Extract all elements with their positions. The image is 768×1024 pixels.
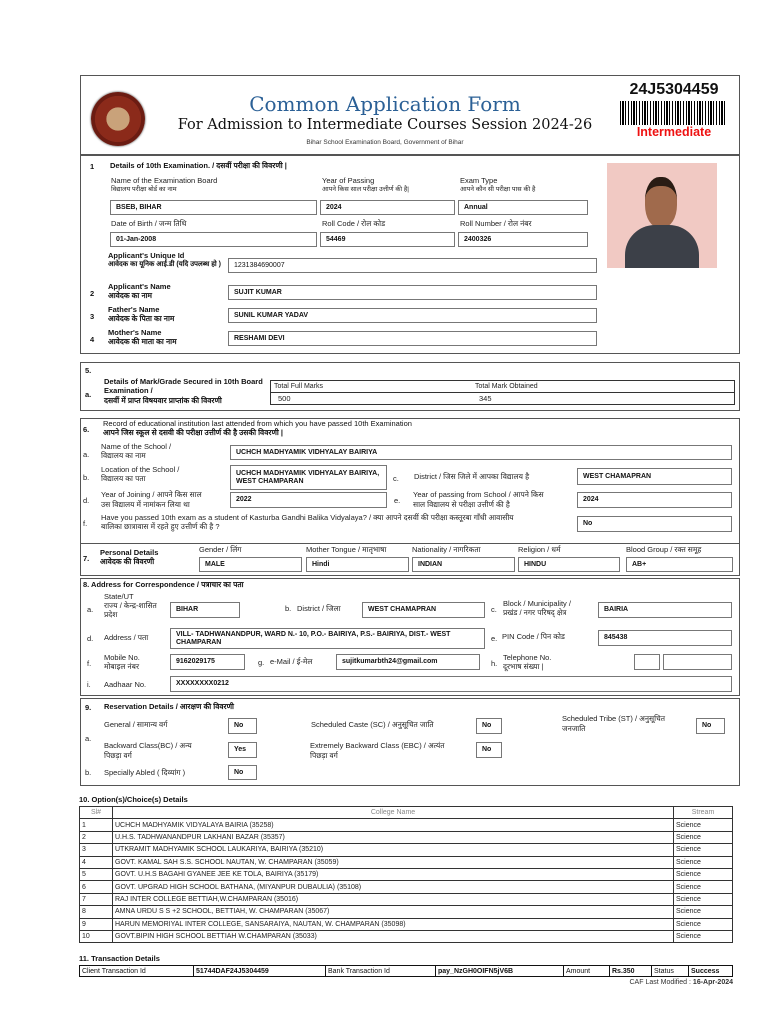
cell-sl: 1 [80,819,113,831]
section-heading: 10. Option(s)/Choice(s) Details [79,795,188,804]
roll-number-label: Roll Number / रोल नंबर [460,219,532,228]
mother-label-hi: आवेदक की माता का नाम [108,337,177,346]
application-number: 24J5304459 [629,81,719,98]
general-field[interactable]: No [228,718,257,734]
nationality-field[interactable]: INDIAN [412,557,515,572]
board-label-hi: विद्यालय परीक्षा बोर्ड का नाम [111,186,177,193]
options-table [79,806,733,943]
address-field[interactable]: VILL- TADHWANANDPUR, WARD N.- 10, P.O.- BAIRIYA, P.S.- BAIRIYA, DIST.- WEST CHAMPARAN [170,628,485,649]
ebc-label-2: पिछड़ा वर्ग [310,751,338,760]
exam-type-label-hi: आपने कौन सी परीक्षा पास की है [460,186,536,193]
board-name: Bihar School Examination Board, Government of Bihar [306,139,464,146]
column-header-stream: Stream [674,807,733,819]
religion-field[interactable]: HINDU [518,557,620,572]
year-passing-label: Year of passing from School / आपने किस [413,490,544,499]
item-letter: a. [85,734,92,743]
cell-stream: Science [674,930,733,942]
pin-code-label: PIN Code / पिन कोड [502,632,565,641]
bank-transaction-id: pay_NzGH0OIFN5jV6B [436,966,564,977]
school-location-label-hi: विद्यालय का पता [101,474,146,483]
school-district-field[interactable]: WEST CHAMAPRAN [577,468,732,485]
cell-sl: 8 [80,906,113,918]
section-heading: 8. Address for Correspondence / पत्राचार का पता [83,580,244,589]
year-joining-label: Year of Joining / आपने किस साल [101,490,202,499]
client-transaction-id: 51744DAF24J5304459 [194,966,326,977]
exam-type-field[interactable]: Annual [458,200,588,215]
amount-label: Amount [564,966,610,977]
blood-group-field[interactable]: AB+ [626,557,733,572]
father-label-hi: आवेदक के पिता का नाम [108,314,175,323]
year-field[interactable]: 2024 [320,200,455,215]
caf-date: 16-Apr-2024 [692,979,733,986]
full-marks-label: Total Full Marks [274,383,324,390]
pin-code-field[interactable]: 845438 [598,630,732,646]
section-number: 5. [85,366,92,375]
board-field[interactable]: BSEB, BIHAR [110,200,317,215]
email-label: e-Mail / ई-मेल [270,657,313,666]
cell-sl: 10 [80,930,113,942]
ebc-label: Extremely Backward Class (EBC) / अत्यंत [310,741,445,750]
sc-field[interactable]: No [476,718,502,734]
st-field[interactable]: No [696,718,725,734]
general-label: General / सामान्य वर्ग [104,720,168,729]
school-name-field[interactable]: UCHCH MADHYAMIK VIDHYALAY BAIRIYA [230,445,732,460]
item-number: 3 [90,312,95,321]
table-row [80,831,733,843]
section-number: 1 [90,162,95,171]
section-number: 9. [85,703,92,712]
uid-field[interactable]: 1231384690007 [228,258,597,273]
kgbv-label-hi: बालिका छात्रावास में रहते हुए उत्तीर्ण की है ? [101,522,220,531]
st-label-2: जनजाति [562,724,586,733]
kgbv-field[interactable]: No [577,516,732,532]
name-label-hi: आवेदक का नाम [108,291,153,300]
section-heading-hi: आपने जिस स्कूल से दसवी की परीक्षा उत्तीर्ण की है उसकी विवरणी | [103,428,283,437]
form-subtitle: For Admission to Intermediate Courses Session 2024-26 [177,117,593,133]
section-heading: Record of educational institution last attended from which you have passed 10th Examination [103,419,412,428]
state-label-hi: राज्य / केन्द्र-शासित प्रदेश [104,601,157,619]
table-row [80,844,733,856]
district-label: District / जिला [297,604,341,613]
cell-college: U.H.S. TADHWANANDPUR LAKHANI BAZAR (35357) [113,831,674,843]
aadhaar-field[interactable]: XXXXXXXX0212 [170,676,732,692]
item-letter: i. [87,680,91,689]
form-title: Common Application Form [249,92,521,116]
obtained-marks-value: 345 [479,394,492,403]
name-label: Applicant's Name [108,282,171,291]
address-label: Address / पता [104,633,149,642]
cell-college: RAJ INTER COLLEGE BETTIAH,W.CHAMPARAN (35016) [113,893,674,905]
cell-stream: Science [674,819,733,831]
personal-details-label-hi: आवेदक की विवरणी [100,557,155,566]
school-name-label: Name of the School / [101,442,172,451]
year-joining-field[interactable]: 2022 [230,492,387,508]
bc-field[interactable]: Yes [228,742,257,758]
kgbv-label: Have you passed 10th exam as a student of Kasturba Gandhi Balika Vidyalaya? / क्या आपने दसवीं की परीक्षा कस्तूरबा गाँधी आवासीय [101,513,514,522]
marks-label: Details of Mark/Grade Secured in 10th Board Examination / [104,377,263,395]
section-number: 6. [83,425,90,434]
cell-college: GOVT. UPGRAD HIGH SCHOOL BATHANA, (MIYANPUR DUBAULIA) (35108) [113,881,674,893]
school-name-label-hi: विद्यालय का नाम [101,451,146,460]
cell-sl: 3 [80,844,113,856]
photo-head [645,177,677,228]
item-number: 4 [90,335,95,344]
item-number: 2 [90,289,95,298]
obtained-marks-label: Total Mark Obtained [475,383,538,390]
year-label: Year of Passing [322,176,375,185]
ebc-field[interactable]: No [476,742,502,758]
block-label-hi: प्रखंड / नगर परिषद् क्षेत्र [503,608,567,617]
full-marks-value: 500 [278,394,291,403]
caf-label: CAF Last Modified : [629,979,691,986]
section-heading: Reservation Details / आरक्षण की विवरणी [104,702,234,711]
item-letter: c. [393,474,399,483]
state-field[interactable]: BIHAR [170,602,240,618]
school-location-field[interactable]: UCHCH MADHYAMIK VIDHYALAY BAIRIYA, WEST CHAMPARAN [230,465,387,490]
roll-code-label: Roll Code / रोल कोड [322,219,386,228]
client-transaction-label: Client Transaction Id [80,966,194,977]
item-letter: d. [87,634,94,643]
section-heading: 11. Transaction Details [79,954,160,963]
amount-value: Rs.350 [610,966,652,977]
father-name-field[interactable]: SUNIL KUMAR YADAV [228,308,597,323]
roll-number-field[interactable]: 2400326 [458,232,588,247]
bseb-logo [91,92,145,146]
item-letter: c. [491,605,497,614]
cell-sl: 7 [80,893,113,905]
specially-abled-field[interactable]: No [228,765,257,780]
mother-tongue-field[interactable]: Hindi [306,557,409,572]
cell-college: GOVT. U.H.S BAGAHI GYANEE JEE KE TOLA, BAIRIYA (35179) [113,868,674,880]
divider [270,392,735,393]
cell-sl: 4 [80,856,113,868]
aadhaar-label: Aadhaar No. [104,680,147,689]
bank-transaction-label: Bank Transaction Id [326,966,436,977]
year-passing-field[interactable]: 2024 [577,492,732,508]
specially-abled-label: Specially Abled ( दिव्यांग ) [104,768,186,777]
photo-body [625,225,699,268]
gender-label: Gender / लिंग [199,545,242,554]
mother-name-field[interactable]: RESHAMI DEVI [228,331,597,346]
table-row [80,819,733,831]
religion-label: Religion / धर्म [518,545,561,554]
cell-college: HARUN MEMORIYAL INTER COLLEGE, SANSARAIYA, NAUTAN, W. CHAMPARAN (35098) [113,918,674,930]
table-header-row [80,807,733,819]
mother-tongue-label: Mother Tongue / मातृभाषा [306,545,387,554]
column-header-college: College Name [113,807,674,819]
school-location-label: Location of the School / [101,465,180,474]
email-field[interactable]: sujitkumarbth24@gmail.com [336,654,480,670]
item-letter: d. [83,496,90,505]
cell-stream: Science [674,831,733,843]
exam-type-label: Exam Type [460,176,498,185]
cell-stream: Science [674,918,733,930]
cell-sl: 5 [80,868,113,880]
item-letter: a. [83,450,90,459]
st-label: Scheduled Tribe (ST) / अनुसूचित [562,714,666,723]
block-field[interactable]: BAIRIA [598,602,732,618]
nationality-label: Nationality / नागरिकता [412,545,481,554]
cell-stream: Science [674,906,733,918]
column-header-sl: Sl# [80,807,113,819]
item-letter: f. [87,659,92,668]
cell-stream: Science [674,844,733,856]
father-label: Father's Name [108,305,160,314]
cell-college: AMNA URDU S S +2 SCHOOL, BETTIAH, W. CHAMPARAN (35067) [113,906,674,918]
caf-last-modified [630,979,734,986]
item-letter: a. [87,605,94,614]
board-label: Name of the Examination Board [111,176,218,185]
cell-sl: 9 [80,918,113,930]
sc-label: Scheduled Caste (SC) / अनुसूचित जाति [311,720,434,729]
transaction-table [79,965,733,977]
telephone-number-field[interactable] [663,654,732,670]
cell-college: GOVT.BIPIN HIGH SCHOOL BETTIAH W.CHAMPARAN (35033) [113,930,674,942]
cell-stream: Science [674,856,733,868]
bc-label-2: पिछड़ा वर्ग [104,751,132,760]
item-letter: a. [85,390,92,399]
telephone-std-field[interactable] [634,654,660,670]
roll-code-field[interactable]: 54469 [320,232,455,247]
applicant-photo [607,163,717,268]
cell-sl: 6 [80,881,113,893]
year-label-hi: आपने किस साल परीक्षा उत्तीर्ण की है| [322,186,409,193]
table-row [80,930,733,942]
mobile-label-hi: मोबाइल नंबर [104,662,140,671]
section-number: 7. [83,554,90,563]
personal-details-label: Personal Details [100,548,159,557]
item-letter: h. [491,659,498,668]
dob-field[interactable]: 01-Jan-2008 [110,232,317,247]
school-district-label: District / जिस जिले में आपका विद्यालय है [414,472,530,481]
table-row [80,893,733,905]
table-row [80,906,733,918]
cell-college: UTKRAMIT MADHYAMIK SCHOOL LAUKARIYA, BAIRIYA (35210) [113,844,674,856]
mobile-field[interactable]: 9162029175 [170,654,245,670]
status-label: Status [652,966,689,977]
marks-label-hi: दसवीं में प्राप्त विषयवार प्राप्तांक की विवरणी [104,396,222,405]
item-letter: b. [83,473,90,482]
cell-stream: Science [674,893,733,905]
transaction-row [80,966,733,977]
state-label: State/UT [104,592,134,601]
barcode [620,101,726,125]
status-value: Success [689,966,733,977]
gender-field[interactable]: MALE [199,557,302,572]
applicant-name-field[interactable]: SUJIT KUMAR [228,285,597,300]
item-letter: e. [491,634,498,643]
table-row [80,881,733,893]
year-joining-label-hi: उस विद्यालय में नामांकन लिया था [101,500,190,509]
item-letter: g. [258,658,265,667]
cell-college: GOVT. KAMAL SAH S.S. SCHOOL NAUTAN, W. CHAMPARAN (35059) [113,856,674,868]
block-label: Block / Municipality / [503,599,571,608]
year-passing-label-hi: साल विद्यालय से परीक्षा उत्तीर्ण की है [413,500,510,509]
district-field[interactable]: WEST CHAMAPRAN [362,602,485,618]
uid-label: Applicant's Unique Id [108,251,185,260]
table-row [80,868,733,880]
item-letter: b. [85,768,92,777]
telephone-label: Telephone No. [503,653,552,662]
section-heading: Details of 10th Examination. / दसवीं परीक्षा की विवरणी | [110,161,287,170]
dob-label: Date of Birth / जन्म तिथि [111,219,187,228]
table-row [80,856,733,868]
uid-label-hi: आवेदक का यूनिक आई.डी (यदि उपलब्ध हो ) [108,261,222,268]
bc-label: Backward Class(BC) / अन्य [104,741,192,750]
table-row [80,918,733,930]
item-letter: b. [285,604,292,613]
mobile-label: Mobile No. [104,653,140,662]
cell-college: UCHCH MADHYAMIK VIDYALAYA BAIRIA (35258) [113,819,674,831]
mother-label: Mother's Name [108,328,162,337]
blood-group-label: Blood Group / रक्त समूह [626,545,702,554]
item-letter: e. [394,496,401,505]
cell-stream: Science [674,881,733,893]
item-letter: f. [83,519,88,528]
course-label: Intermediate [636,125,712,139]
cell-stream: Science [674,868,733,880]
telephone-label-hi: दूरभाष संख्या | [503,662,544,671]
cell-sl: 2 [80,831,113,843]
